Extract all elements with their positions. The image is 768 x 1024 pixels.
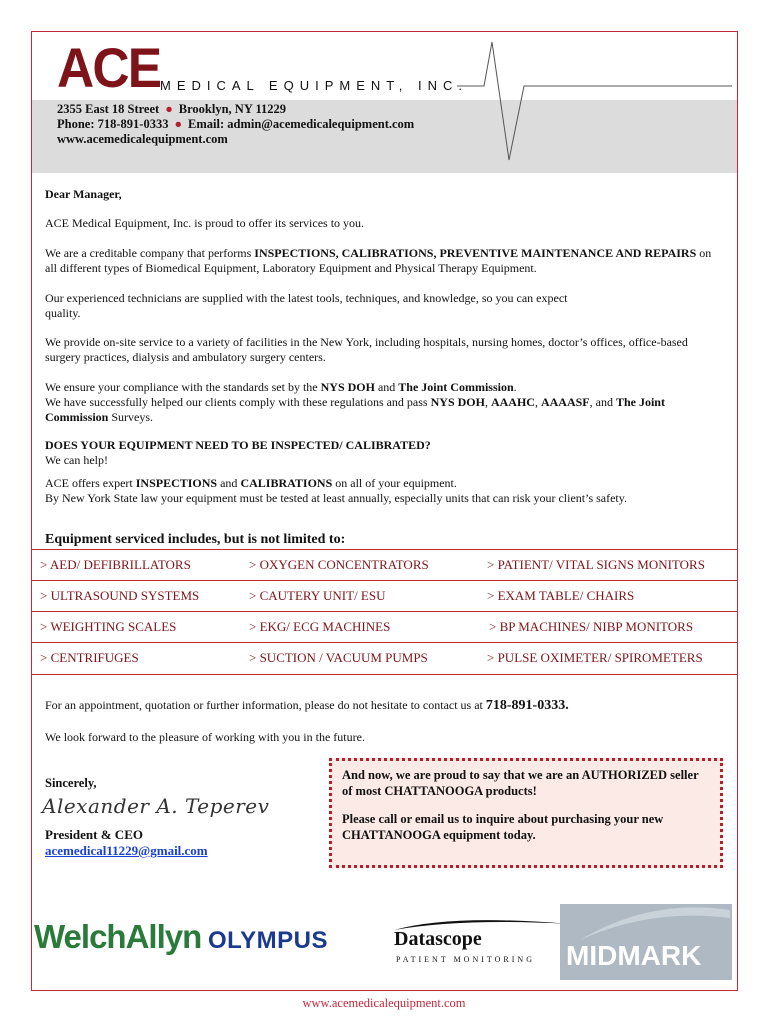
midmark-logo: MIDMARK xyxy=(566,940,702,971)
paragraph-intro: ACE Medical Equipment, Inc. is proud to offer its services to you. xyxy=(45,216,365,230)
table-row xyxy=(32,642,737,675)
footer-website[interactable]: www.acemedicalequipment.com xyxy=(302,996,466,1010)
welchallyn-logo: WelchAllyn xyxy=(34,918,202,955)
contact-line xyxy=(57,117,414,132)
promo-line-1: And now, we are proud to say that we are an AUTHORIZED seller of most CHATTANOOGA products! xyxy=(342,768,699,798)
equipment-item: > CAUTERY UNIT/ ESU xyxy=(249,588,386,603)
header-email[interactable]: Email: admin@acemedicalequipment.com xyxy=(188,117,415,131)
equipment-item: > EXAM TABLE/ CHAIRS xyxy=(487,588,635,603)
midmark-swoosh-icon xyxy=(560,904,732,944)
datascope-subtitle: PATIENT MONITORING xyxy=(396,955,535,964)
olympus-logo: OLYMPUS xyxy=(208,927,328,954)
appointment-line: For an appointment, quotation or further information, please do not hesitate to contact us at 718-891-0333. xyxy=(45,698,569,713)
equipment-item: > ULTRASOUND SYSTEMS xyxy=(40,588,200,603)
bullet-icon: ● xyxy=(165,102,173,116)
address-city: Brooklyn, NY 11229 xyxy=(178,102,287,116)
equipment-item: > PULSE OXIMETER/ SPIROMETERS xyxy=(487,650,703,665)
contact-phone[interactable]: 718-891-0333. xyxy=(485,698,569,713)
promo-line-2: Please call or email us to inquire about purchasing your new CHATTANOOGA equipment today. xyxy=(342,812,664,842)
equipment-item: > BP MACHINES/ NIBP MONITORS xyxy=(489,619,694,634)
paragraph-services: We are a creditable company that performs INSPECTIONS, CALIBRATIONS, PREVENTIVE MAINTENANCE AND REPAIRS on all different types of Biomedical Equipment, Laboratory Equipment and Physical Therapy Equipment. xyxy=(45,246,712,275)
signer-title: President & CEO xyxy=(45,827,143,842)
equipment-item: > WEIGHTING SCALES xyxy=(40,619,177,634)
closing-forward: We look forward to the pleasure of working with you in the future. xyxy=(45,730,365,744)
letterhead xyxy=(32,32,737,173)
table-row xyxy=(32,580,737,612)
paragraph-technicians: Our experienced technicians are supplied with the latest tools, techniques, and knowledge, so you can expect quality. xyxy=(45,291,568,320)
signature: Alexander A. Teperev xyxy=(42,794,270,818)
equipment-item: > EKG/ ECG MACHINES xyxy=(249,619,391,634)
header-phone: Phone: 718-891-0333 xyxy=(57,117,169,131)
equipment-item: > OXYGEN CONCENTRATORS xyxy=(249,557,429,572)
brand-logos xyxy=(32,900,737,980)
logo-subtitle: MEDICAL EQUIPMENT, INC. xyxy=(160,78,468,93)
bullet-icon: ● xyxy=(174,117,183,131)
equipment-item: > SUCTION / VACUUM PUMPS xyxy=(249,650,428,665)
ceo-email-link[interactable]: acemedical11229@gmail.com xyxy=(45,843,208,858)
equipment-heading: Equipment serviced includes, but is not limited to: xyxy=(45,532,346,547)
paragraph-surveys: We have successfully helped our clients comply with these regulations and pass NYS DOH, AAAHC, AAAASF, and The Joint Commission Surveys. xyxy=(45,395,665,424)
equipment-item: > PATIENT/ VITAL SIGNS MONITORS xyxy=(487,557,705,572)
address-street: 2355 East 18 Street xyxy=(57,102,160,116)
sincerely: Sincerely, xyxy=(45,776,97,790)
header-website[interactable]: www.acemedicalequipment.com xyxy=(57,132,228,146)
question-answer: We can help! xyxy=(45,453,108,467)
greeting: Dear Manager, xyxy=(45,187,122,201)
datascope-logo: Datascope xyxy=(394,928,482,950)
equipment-item: > AED/ DEFIBRILLATORS xyxy=(40,557,191,572)
chattanooga-promo-box xyxy=(329,758,723,868)
table-row xyxy=(32,611,737,643)
paragraph-compliance: We ensure your compliance with the standards set by the NYS DOH and The Joint Commission. xyxy=(45,380,517,394)
equipment-item: > CENTRIFUGES xyxy=(40,650,139,665)
question-heading: DOES YOUR EQUIPMENT NEED TO BE INSPECTED/ CALIBRATED? xyxy=(45,438,431,452)
logo-ace: ACE xyxy=(57,36,161,99)
paragraph-onsite: We provide on-site service to a variety of facilities in the New York, including hospitals, nursing homes, doctor’s offices, office-based surgery practices, dialysis and ambulatory surgery centers. xyxy=(45,335,688,364)
paragraph-offers: ACE offers expert INSPECTIONS and CALIBRATIONS on all of your equipment. xyxy=(45,476,457,490)
paragraph-law: By New York State law your equipment must be tested at least annually, especially units that can risk your client’s safety. xyxy=(45,491,627,505)
address-line xyxy=(57,102,286,117)
midmark-logo-box xyxy=(560,904,732,980)
table-row xyxy=(32,549,737,581)
